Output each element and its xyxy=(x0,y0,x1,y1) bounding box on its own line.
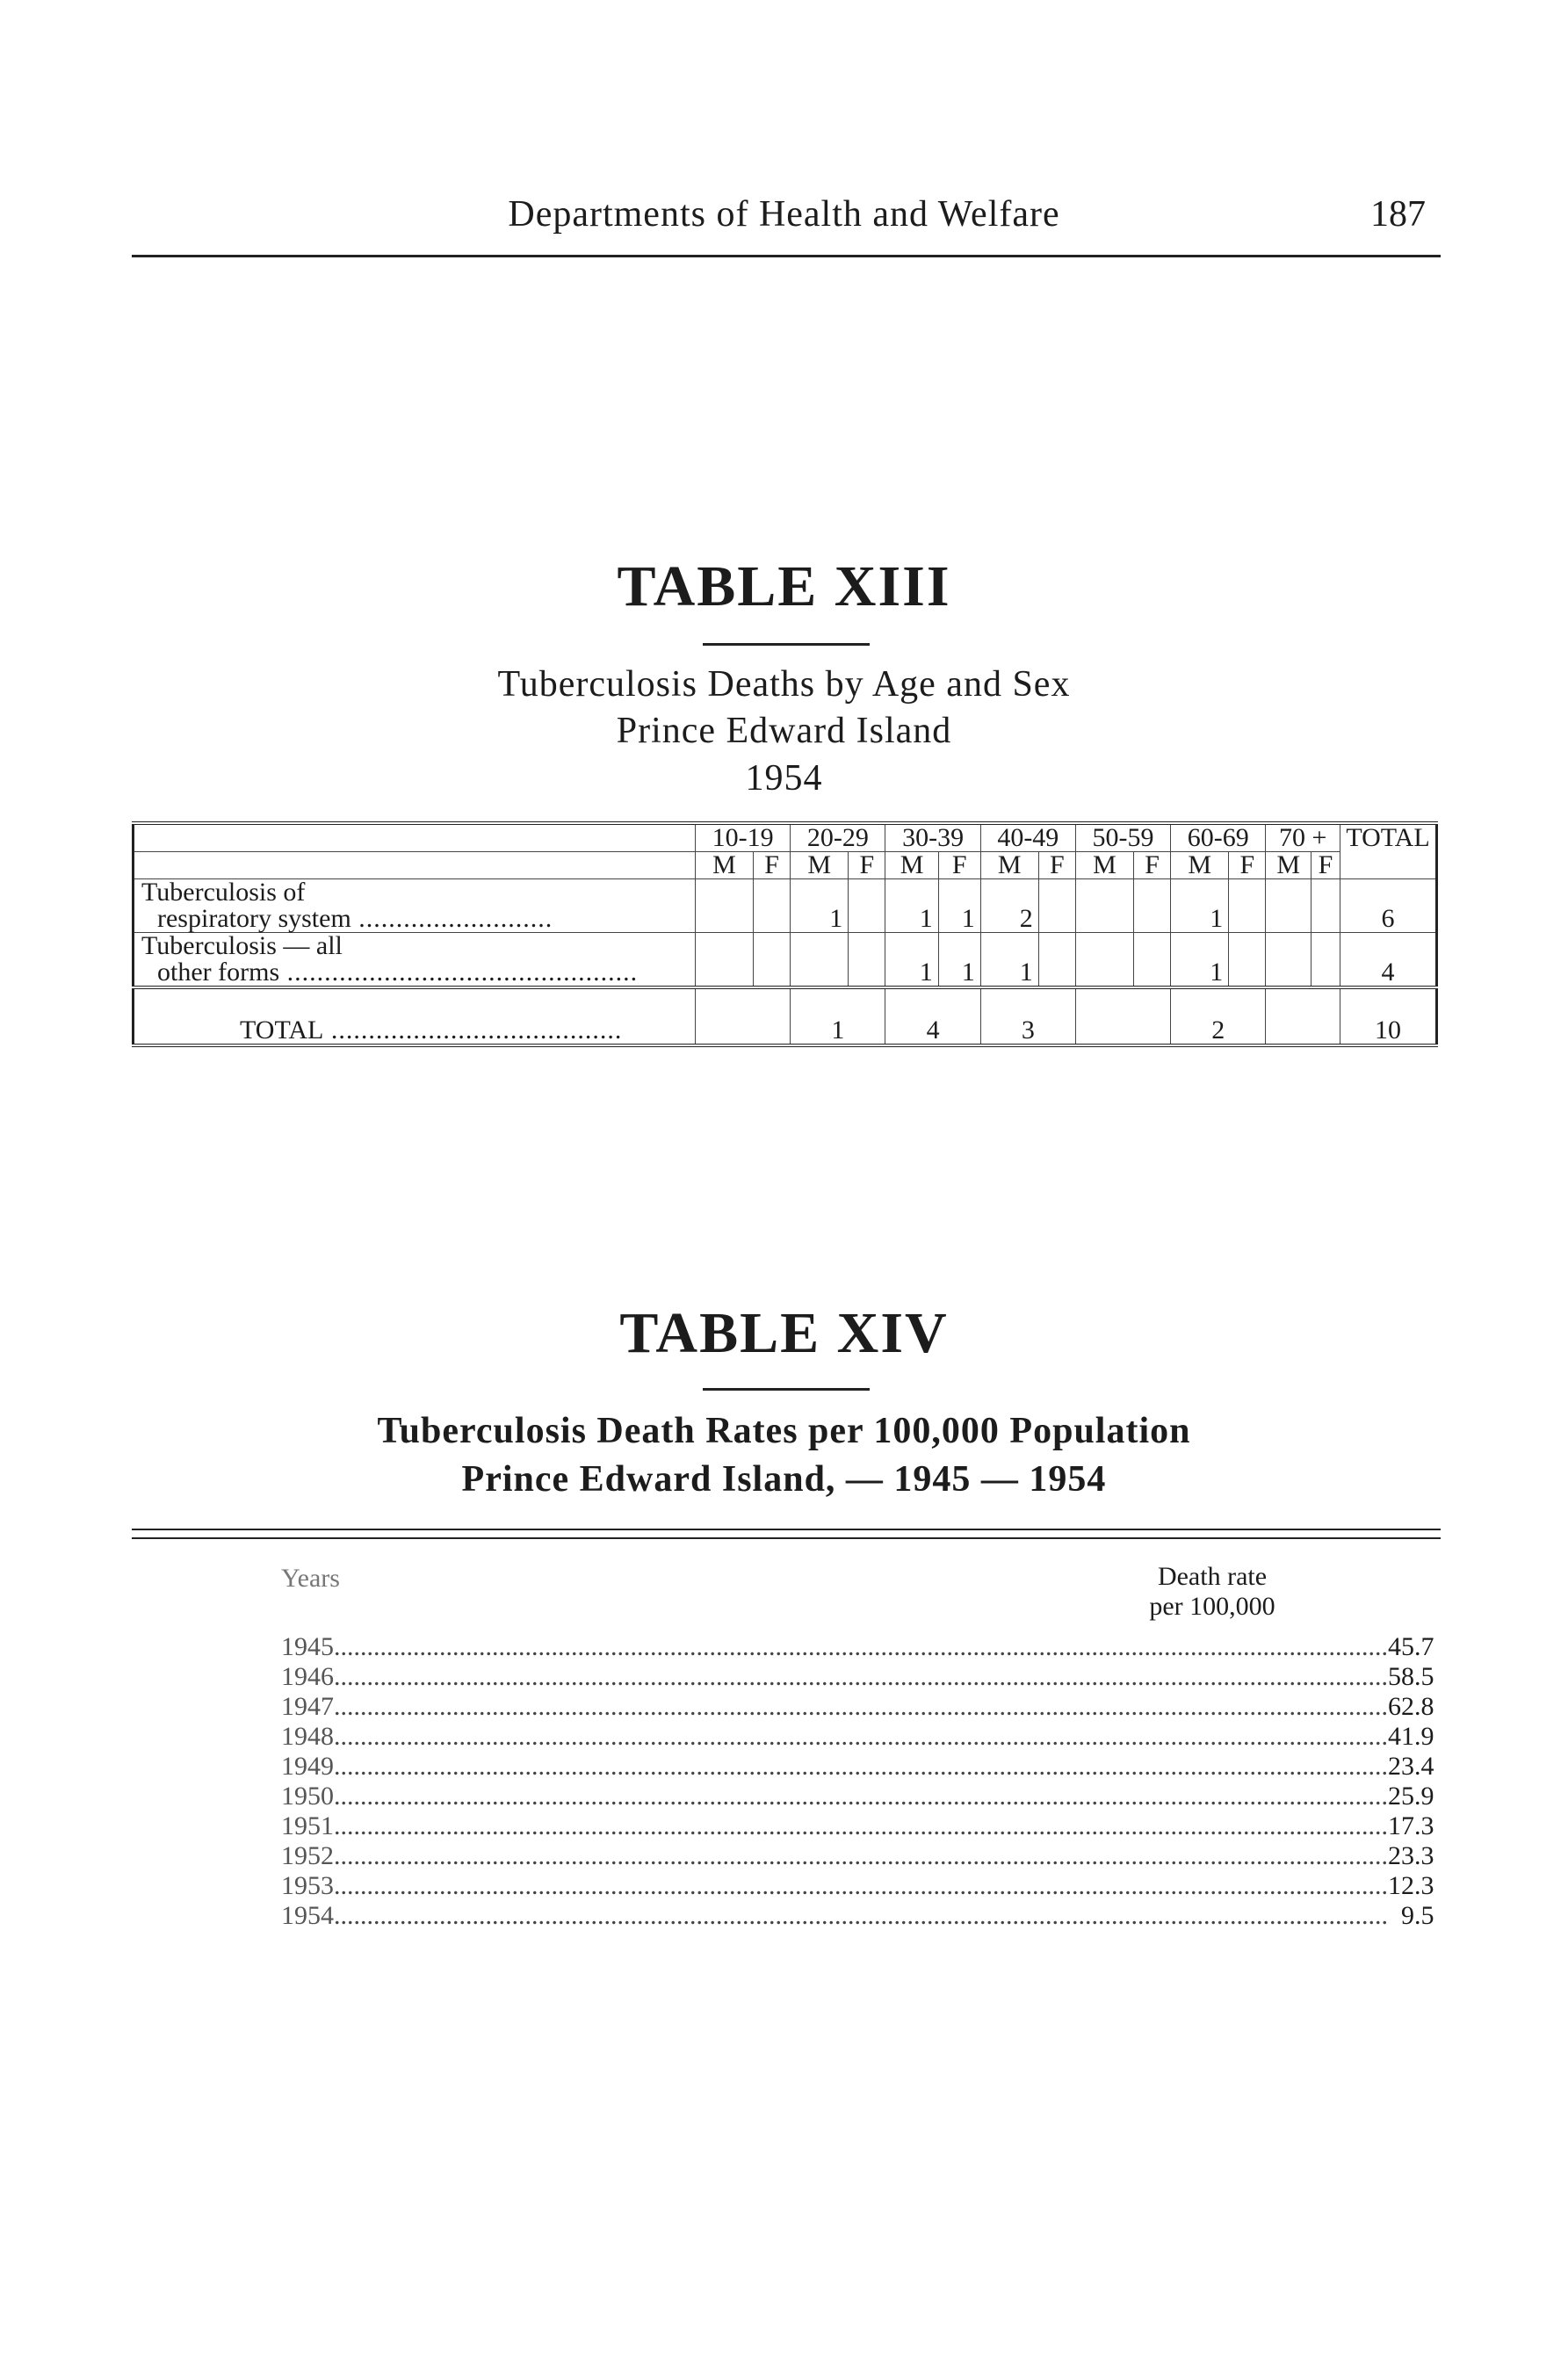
table-cell xyxy=(1229,879,1266,933)
age-group-header: 70 + xyxy=(1266,823,1340,852)
table-row xyxy=(281,1811,1470,1841)
age-group-header: 50-59 xyxy=(1075,823,1170,852)
sex-header-m: M xyxy=(696,852,754,879)
year-cell: 1947 xyxy=(281,1692,334,1721)
table-cell xyxy=(849,933,885,988)
dot-leader: ................................................................................................................................................................ xyxy=(334,1811,1388,1840)
table-cell: 1 xyxy=(938,879,980,933)
total-row-label-text: TOTAL xyxy=(240,1016,324,1045)
dot-leader: ................................................................................................................................................................ xyxy=(334,1632,1388,1661)
dot-leader: ................................................................................................................................................................ xyxy=(334,1871,1388,1900)
age-group-header: 40-49 xyxy=(980,823,1075,852)
table14-title-rule xyxy=(703,1388,870,1391)
table13-title-rule xyxy=(703,643,870,646)
table14-caption-line2: Prince Edward Island, — 1945 — 1954 xyxy=(461,1459,1107,1500)
table-cell: 1 xyxy=(1171,879,1229,933)
total-cell xyxy=(1075,987,1170,1045)
rate-cell: 12.3 xyxy=(1388,1871,1434,1900)
row-label-line2-text: respiratory system xyxy=(157,904,351,933)
table-row xyxy=(281,1752,1470,1782)
table-row xyxy=(281,1662,1470,1692)
year-cell: 1951 xyxy=(281,1811,334,1840)
table14-grid xyxy=(281,1632,1470,1931)
sex-header-f: F xyxy=(938,852,980,879)
rate-header-line1: Death rate xyxy=(1157,1562,1268,1591)
table13-title: TABLE XIII xyxy=(617,554,951,618)
sex-header-f: F xyxy=(1311,852,1340,879)
page-number: 187 xyxy=(1370,194,1426,235)
header-rule xyxy=(132,255,1441,257)
sex-header-f: F xyxy=(1038,852,1075,879)
sex-header-f: F xyxy=(849,852,885,879)
rate-cell: 23.4 xyxy=(1388,1752,1434,1781)
rate-cell: 45.7 xyxy=(1388,1632,1434,1661)
row-label xyxy=(134,879,696,933)
table-cell: 1 xyxy=(1171,933,1229,988)
table13-stub-header xyxy=(134,823,696,852)
table-row xyxy=(281,1632,1470,1662)
row-total: 6 xyxy=(1340,879,1437,933)
table-cell xyxy=(1075,933,1133,988)
table-cell: 1 xyxy=(791,879,849,933)
table-row xyxy=(281,1692,1470,1722)
table-cell xyxy=(1311,933,1340,988)
rate-cell: 41.9 xyxy=(1388,1722,1434,1751)
running-header-title: Departments of Health and Welfare xyxy=(508,194,1060,235)
table-cell xyxy=(1075,879,1133,933)
row-total: 4 xyxy=(1340,933,1437,988)
table13-caption-line2: Prince Edward Island xyxy=(616,711,952,751)
dot-leader: ................................................................................................................................................................ xyxy=(334,1692,1388,1721)
table-cell xyxy=(754,933,791,988)
table13-sex-header-row xyxy=(134,852,1437,879)
sex-header-f: F xyxy=(1133,852,1170,879)
age-group-header: 20-29 xyxy=(791,823,885,852)
table13-total-row xyxy=(134,987,1437,1045)
dot-leader: ................................................................................................................................................................ xyxy=(334,1662,1388,1691)
rate-cell: 9.5 xyxy=(1401,1901,1434,1930)
table13-caption-line1: Tuberculosis Deaths by Age and Sex xyxy=(497,664,1071,705)
year-cell: 1945 xyxy=(281,1632,334,1661)
total-cell xyxy=(1266,987,1340,1045)
table-cell xyxy=(754,879,791,933)
rate-header-line2: per 100,000 xyxy=(1149,1592,1275,1621)
table-cell: 1 xyxy=(938,933,980,988)
rate-cell: 62.8 xyxy=(1388,1692,1434,1721)
rate-cell: 17.3 xyxy=(1388,1811,1434,1840)
row-label xyxy=(134,933,696,988)
total-cell: 3 xyxy=(980,987,1075,1045)
row-label-line2 xyxy=(141,906,695,932)
table-cell xyxy=(1133,879,1170,933)
rate-column-header xyxy=(1089,1562,1335,1622)
table-cell xyxy=(1266,879,1311,933)
table-row xyxy=(281,1871,1470,1901)
table14-title: TABLE XIV xyxy=(619,1301,949,1365)
table13-caption-line3: 1954 xyxy=(745,758,823,799)
table-cell xyxy=(849,879,885,933)
year-cell: 1953 xyxy=(281,1871,334,1900)
table-cell xyxy=(1038,879,1075,933)
dot-leader: ................................................................................................................................................................ xyxy=(334,1901,1388,1930)
table-cell xyxy=(1311,879,1340,933)
rate-cell: 25.9 xyxy=(1388,1782,1434,1811)
sex-header-f: F xyxy=(754,852,791,879)
table13-stub-header xyxy=(134,852,696,879)
age-group-header: 60-69 xyxy=(1171,823,1266,852)
table-cell xyxy=(696,879,754,933)
sex-header-m: M xyxy=(980,852,1038,879)
sex-header-m: M xyxy=(791,852,849,879)
dot-leader: ................................................................................................................................................................ xyxy=(334,1782,1388,1811)
dot-leader: ................................................................................................................................................................ xyxy=(334,1752,1388,1781)
table-row xyxy=(281,1901,1470,1931)
row-label-line1: Tuberculosis — all xyxy=(141,931,343,960)
total-header: TOTAL xyxy=(1340,823,1437,879)
year-cell: 1952 xyxy=(281,1841,334,1870)
total-cell: 4 xyxy=(885,987,980,1045)
year-cell: 1946 xyxy=(281,1662,334,1691)
total-cell: 2 xyxy=(1171,987,1266,1045)
year-cell: 1948 xyxy=(281,1722,334,1751)
table-cell xyxy=(1266,933,1311,988)
year-cell: 1949 xyxy=(281,1752,334,1781)
table-cell: 1 xyxy=(980,933,1038,988)
total-row-label xyxy=(134,987,696,1045)
table13-age-header-row xyxy=(134,823,1437,852)
grand-total: 10 xyxy=(1340,987,1437,1045)
table-row xyxy=(281,1782,1470,1811)
dot-leader: ................................................................................................................................................................ xyxy=(334,1722,1388,1751)
row-label-line2-text: other forms xyxy=(157,958,280,987)
dot-leader: ............................................... xyxy=(279,958,639,987)
table14-caption-line1: Tuberculosis Death Rates per 100,000 Population xyxy=(377,1411,1191,1451)
sex-header-m: M xyxy=(1171,852,1229,879)
sex-header-m: M xyxy=(1075,852,1133,879)
row-label-line1: Tuberculosis of xyxy=(141,878,306,907)
year-cell: 1954 xyxy=(281,1901,334,1930)
table-cell: 1 xyxy=(885,879,938,933)
table-cell: 1 xyxy=(885,933,938,988)
rate-cell: 58.5 xyxy=(1388,1662,1434,1691)
total-cell: 1 xyxy=(791,987,885,1045)
table-cell xyxy=(696,933,754,988)
table-cell: 2 xyxy=(980,879,1038,933)
table-row xyxy=(281,1841,1470,1871)
table-cell xyxy=(1038,933,1075,988)
age-group-header: 10-19 xyxy=(696,823,791,852)
row-label-line2 xyxy=(141,959,695,986)
rate-cell: 23.3 xyxy=(1388,1841,1434,1870)
age-group-header: 30-39 xyxy=(885,823,980,852)
dot-leader: .......................... xyxy=(350,904,553,933)
total-cell xyxy=(696,987,791,1045)
year-cell: 1950 xyxy=(281,1782,334,1811)
sex-header-f: F xyxy=(1229,852,1266,879)
table-row xyxy=(281,1722,1470,1752)
table-cell xyxy=(1133,933,1170,988)
table13-grid xyxy=(132,821,1438,1047)
table-cell xyxy=(791,933,849,988)
sex-header-m: M xyxy=(885,852,938,879)
table14-top-rule xyxy=(132,1529,1441,1539)
dot-leader: ................................................................................................................................................................ xyxy=(334,1841,1388,1870)
years-column-header: Years xyxy=(281,1564,340,1593)
dot-leader: ....................................... xyxy=(323,1016,623,1045)
table-cell xyxy=(1229,933,1266,988)
sex-header-m: M xyxy=(1266,852,1311,879)
